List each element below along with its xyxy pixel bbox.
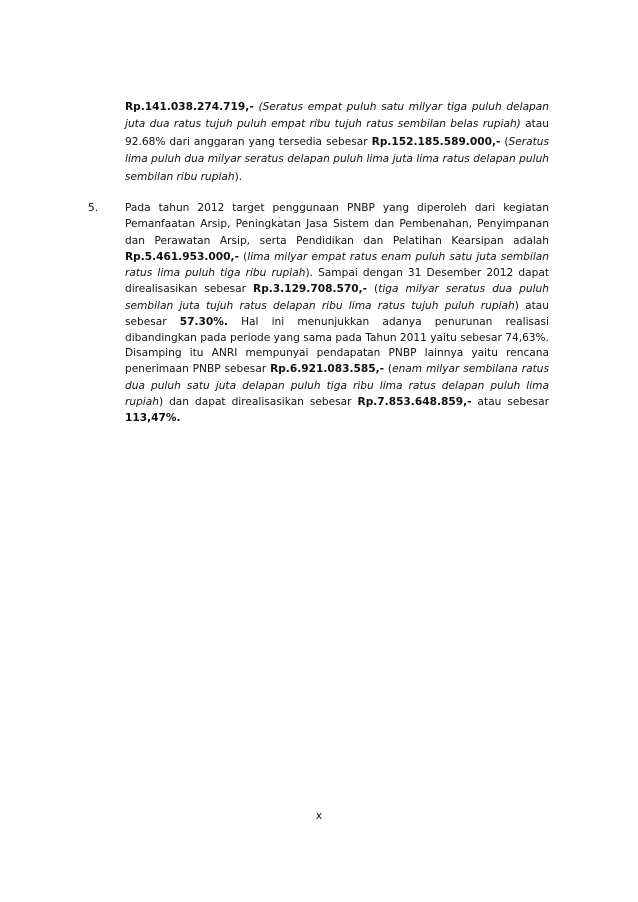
- paragraph3-text: atau sebesar: [471, 395, 549, 408]
- amount-anggaran: Rp.152.185.589.000,-: [371, 135, 501, 148]
- paragraph-pnbp-target: [125, 200, 549, 347]
- amount-realisasi-words: (Seratus empat puluh satu milyar tiga puluh delapan juta dua ratus tujuh puluh empat ribu tujuh ratus sembilan belas rupiah): [125, 101, 549, 131]
- item5-text: ). Sampai dengan 31 Desember 2012 dapat direalisasikan sebesar: [125, 267, 550, 296]
- item5-text: ) atau sebesar: [125, 299, 549, 329]
- amount-rencana-pnbp: Rp.6.921.083.585,-: [270, 363, 385, 376]
- paragraph1-text: atau 92.68% dari anggaran yang tersedia sebesar: [125, 118, 549, 148]
- paren-open: (: [384, 363, 393, 376]
- amount-realisasi-pnbp-words: tiga milyar seratus dua puluh sembilan juta tujuh ratus delapan ribu lima ratus tujuh puluh rupiah: [125, 283, 549, 312]
- item5-text: Hal ini menunjukkan adanya penurunan realisasi dibandingkan pada periode yang sama pada Tahun 2011 yaitu sebesar 74,63%.: [125, 316, 549, 345]
- paragraph3-text: Disamping itu ANRI mempunyai pendapatan PNBP lainnya yaitu rencana penerimaan PNBP sebesar: [125, 347, 549, 376]
- amount-realisasi-pnbp: Rp.3.129.708.570,-: [253, 283, 368, 296]
- percent-realisasi-pnbp: 57.30%.: [179, 316, 228, 329]
- amount-anggaran-words: Seratus lima puluh dua milyar seratus delapan puluh lima juta lima ratus delapan puluh sembilan ribu rupiah: [125, 135, 549, 183]
- amount-realisasi: Rp.141.038.274.719,-: [125, 101, 254, 113]
- paren-close: ).: [234, 170, 243, 183]
- paragraph-realisasi-anggaran: [125, 99, 549, 186]
- paren-open: (: [367, 283, 379, 296]
- paragraph-pnbp-lainnya: [125, 345, 549, 426]
- paren-open: (: [238, 250, 248, 263]
- amount-realisasi-pnbp-lainnya: Rp.7.853.648.859,-: [357, 395, 472, 408]
- percent-realisasi-pnbp-lainnya: 113,47%.: [125, 412, 181, 425]
- list-item-number: 5.: [88, 202, 99, 214]
- amount-rencana-pnbp-words: enam milyar sembilana ratus dua puluh satu juta delapan puluh tiga ribu lima ratus delapan puluh lima rupiah: [125, 363, 549, 408]
- item5-text: Pada tahun 2012 target penggunaan PNBP yang diperoleh dari kegiatan Pemanfaatan Arsip, Peningkatan Jasa Sistem dan Pembenahan, Penyimpanan dan Perawatan Arsip, serta Pendidikan dan Pelatihan Kearsipan adalah: [125, 202, 549, 247]
- amount-target-pnbp: Rp.5.461.953.000,-: [125, 250, 239, 263]
- paragraph3-text: ) dan dapat direalisasikan sebesar: [158, 395, 358, 408]
- amount-target-pnbp-words: lima milyar empat ratus enam puluh satu juta sembilan ratus lima puluh tiga ribu rupiah: [125, 250, 549, 280]
- page-number: x: [315, 810, 323, 822]
- paren-open: (: [500, 135, 509, 148]
